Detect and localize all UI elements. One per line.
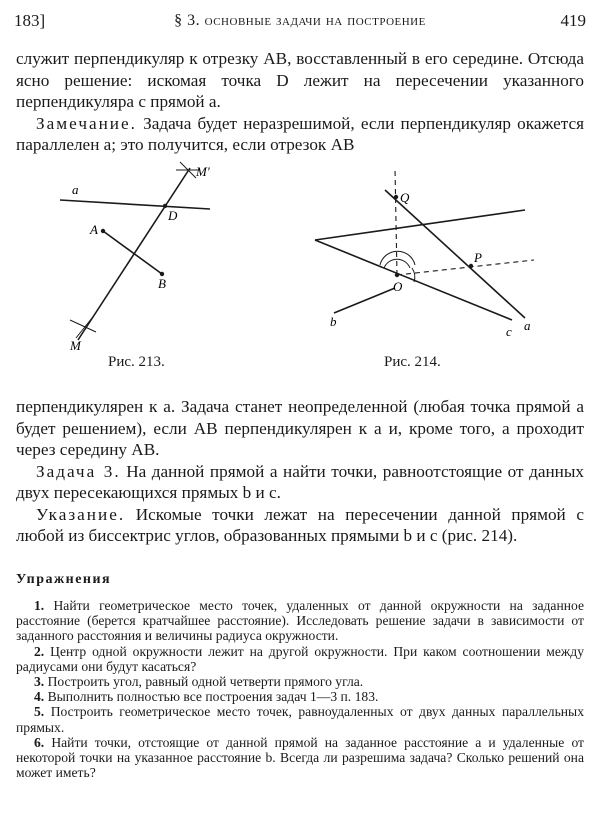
label-M: M: [70, 338, 81, 353]
exercise-number: 1.: [34, 598, 45, 613]
text-block-top: [16, 48, 584, 156]
exercise-item: [16, 735, 584, 781]
label-O: O: [393, 279, 403, 294]
hint-label: Указание.: [36, 504, 126, 524]
exercise-item: [16, 704, 584, 734]
exercise-text: Центр одной окружности лежит на другой окружности. При каком соотношении между радиусами они будут касаться?: [16, 643, 584, 674]
label-c: c: [506, 324, 512, 339]
figures: [0, 160, 600, 380]
label-P: P: [474, 250, 482, 265]
exercise-number: 4.: [34, 689, 45, 705]
caption-213: Рис. 213.: [108, 354, 165, 370]
bisectors: [395, 168, 534, 275]
exercise-text: Построить угол, равный одной четверти прямого угла.: [47, 674, 364, 690]
exercise-text: Построить геометрическое место точек, равноудаленных от двух данных параллельных прямых.: [16, 704, 584, 735]
arc-mark: [70, 320, 96, 332]
remark-text: Задача будет неразрешимой, если перпендикуляр окажется параллелен a; это получится, если отрезок AB: [16, 113, 584, 154]
bisector-horizontal: [397, 260, 534, 275]
point-P: [469, 264, 473, 268]
label-Q: Q: [400, 190, 410, 205]
paragraph-remark: [16, 113, 584, 156]
paragraph-task-3: [16, 461, 584, 504]
line-b-extension: [334, 288, 395, 313]
point-D: [163, 204, 167, 208]
paragraph-1: служит перпендикуляр к отрезку AB, восставленный в его середине. Отсюда ясно решение: искомая точка D лежит на пересечении указанного перпендикуляра с прямой a.: [16, 49, 584, 111]
exercise-item: [16, 598, 584, 644]
point-O: [395, 273, 399, 277]
label-A: A: [90, 222, 98, 237]
task-text: На данной прямой a найти точки, равноотстоящие от данных двух пересекающихся прямых b и c.: [16, 461, 585, 502]
label-a: a: [72, 182, 79, 197]
label-a-214: a: [524, 318, 531, 333]
figure-213: [60, 162, 210, 340]
remark-label: Замечание.: [36, 113, 137, 133]
hint-text: Искомые точки лежат на пересечении данной прямой с любой из биссектрис углов, образованных прямыми b и c (рис. 214).: [16, 504, 584, 545]
segment-AB: [103, 231, 162, 274]
point-Q: [394, 195, 398, 199]
exercises-list: [16, 598, 584, 780]
figure-214: [315, 190, 525, 320]
exercise-number: 2.: [34, 643, 45, 659]
paragraph-hint: [16, 504, 584, 547]
line-a: [60, 200, 210, 209]
exercise-item: [16, 644, 584, 674]
exercise-text: Выполнить полностью все построения задач 1—3 п. 183.: [47, 689, 379, 705]
exercise-number: 6.: [34, 734, 45, 750]
angle-arc: [380, 251, 415, 265]
exercise-item: [16, 674, 584, 689]
exercise-number: 5.: [34, 704, 45, 720]
page-number: 419: [560, 11, 586, 30]
exercise-text: Найти геометрическое место точек, удаленных от данной окружности на заданное расстояние (берется кратчайшее расстояние). Исследовать решение задачи в зависимости от заданного расстояния и величины радиуса окружности.: [16, 598, 584, 644]
section-number: 183]: [14, 11, 46, 30]
running-title: § 3. основные задачи на построение: [174, 12, 426, 29]
label-D: D: [168, 208, 178, 223]
label-b: b: [330, 314, 337, 329]
label-M-prime: M': [196, 164, 210, 179]
paragraph-3: перпендикулярен к a. Задача станет неопределенной (любая точка прямой a будет решением), если AB перпендикулярен к a и, кроме того, a проходит через середину AB.: [16, 397, 584, 459]
text-block-bottom: [16, 396, 584, 547]
task-label: Задача 3.: [36, 461, 121, 481]
figure-214-points: [394, 195, 473, 277]
exercise-number: 3.: [34, 674, 45, 690]
figures-svg: [0, 160, 600, 380]
label-B: B: [158, 276, 166, 291]
line-a: [385, 190, 525, 318]
exercise-text: Найти точки, отстоящие от данной прямой на заданное расстояние a и удаленные от некоторой точки на указанное расстояние b. Всегда ли разрешима задача? Сколько решений она может иметь?: [16, 734, 584, 781]
arc-mark: [76, 318, 92, 338]
caption-214: Рис. 214.: [384, 354, 441, 370]
point-A: [101, 229, 105, 233]
exercises-heading: Упражнения: [16, 572, 112, 587]
page-header: [14, 6, 586, 36]
figure-213-points: [101, 204, 167, 276]
exercise-item: [16, 689, 584, 704]
line-b: [315, 210, 525, 240]
